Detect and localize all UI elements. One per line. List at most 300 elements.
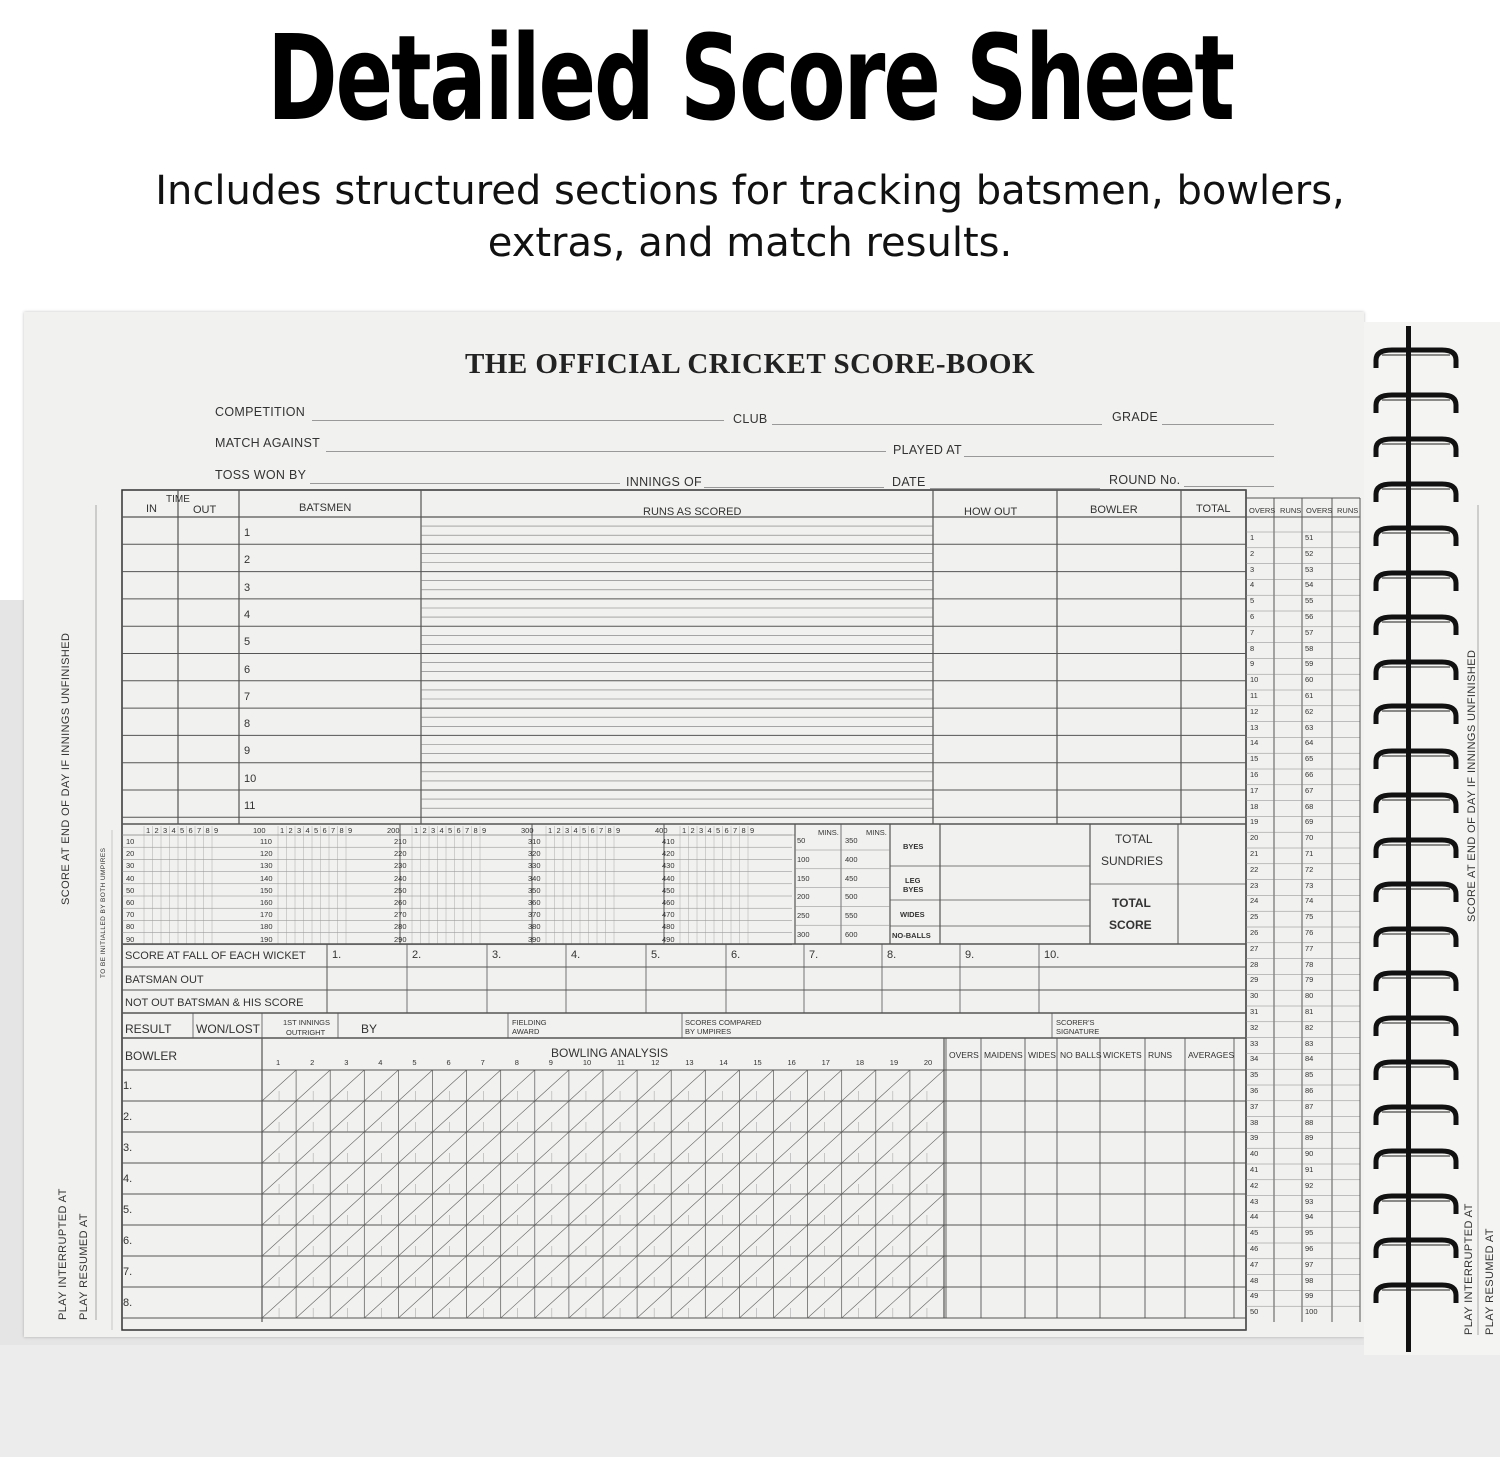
overs-number: 67 xyxy=(1305,785,1314,795)
tally-row-label: 190 xyxy=(260,934,273,944)
score-sheet-outer-border xyxy=(122,490,1246,1330)
overs-number: 79 xyxy=(1305,975,1314,985)
overs-number: 12 xyxy=(1250,706,1259,716)
bowler-number: 1. xyxy=(123,1080,133,1092)
overs-number: 81 xyxy=(1305,1007,1314,1016)
wicket-number: 8. xyxy=(887,949,897,961)
overs-number: 55 xyxy=(1305,596,1314,606)
batsman-out-label: BATSMAN OUT xyxy=(125,974,204,986)
overs-number: 30 xyxy=(1250,991,1259,1001)
mins-value: 450 xyxy=(845,873,858,883)
batsman-number: 6 xyxy=(244,663,251,676)
overs-number: 77 xyxy=(1305,943,1314,953)
overs-number: 43 xyxy=(1250,1196,1259,1206)
tally-digit: 6 xyxy=(724,826,729,835)
overs-number: 27 xyxy=(1250,943,1259,953)
tally-digit: 3 xyxy=(431,826,436,835)
tally-row-label: 330 xyxy=(528,861,541,871)
bowling-over-number: 5 xyxy=(412,1058,417,1067)
tally-row-label: 170 xyxy=(260,910,273,920)
first-innings-label: 1ST INNINGS xyxy=(283,1018,330,1027)
overs-number: 33 xyxy=(1250,1038,1259,1048)
bowler-number: 7. xyxy=(123,1266,133,1278)
overs-number: 85 xyxy=(1305,1070,1314,1080)
batsman-number: 7 xyxy=(244,690,251,703)
overs-number: 52 xyxy=(1305,548,1314,558)
overs-number: 6 xyxy=(1250,612,1255,621)
scorebook-title: THE OFFICIAL CRICKET SCORE-BOOK xyxy=(464,348,1036,380)
tally-row-label: 40 xyxy=(126,873,135,883)
overs-number: 4 xyxy=(1250,580,1255,590)
tally-row-label: 490 xyxy=(662,934,675,944)
tally-digit: 9 xyxy=(348,826,353,835)
play-resumed-right: PLAY RESUMED AT xyxy=(1484,1228,1496,1335)
overs-number: 2 xyxy=(1250,548,1255,558)
overs-number: 92 xyxy=(1305,1180,1314,1190)
binding-coil xyxy=(1372,880,1460,902)
tally-digit: 6 xyxy=(188,826,193,835)
leg-byes-label-2: BYES xyxy=(903,885,924,894)
overs-number: 41 xyxy=(1250,1165,1259,1174)
tally-digit: 5 xyxy=(314,826,319,835)
overs-number: 82 xyxy=(1305,1022,1314,1032)
bowling-summary-header: AVERAGES xyxy=(1188,1050,1235,1060)
tally-row-label: 310 xyxy=(528,837,541,846)
club-label: CLUB xyxy=(733,412,768,426)
batsman-number: 8 xyxy=(244,718,251,731)
bowling-over-number: 15 xyxy=(753,1058,762,1067)
overs-number: 97 xyxy=(1305,1259,1314,1269)
bowling-over-number: 16 xyxy=(787,1058,796,1067)
mins-value: 150 xyxy=(797,873,810,883)
tally-digit: 3 xyxy=(163,826,168,835)
overs-number: 70 xyxy=(1305,833,1314,843)
mins-value: 350 xyxy=(845,836,858,845)
play-resumed-left: PLAY RESUMED AT xyxy=(78,1213,90,1320)
overs-number: 68 xyxy=(1305,801,1314,811)
bowling-summary-header: OVERS xyxy=(949,1050,979,1060)
overs-number: 58 xyxy=(1305,643,1314,653)
tally-row-label: 110 xyxy=(260,837,272,846)
tally-row-label: 430 xyxy=(662,861,675,871)
tally-header: 100 xyxy=(253,826,266,835)
total-sundries-label-2: SUNDRIES xyxy=(1101,854,1164,868)
bowling-over-number: 1 xyxy=(276,1058,281,1067)
overs-number: 13 xyxy=(1250,722,1259,732)
tally-row-label: 80 xyxy=(126,922,135,932)
overs-number: 40 xyxy=(1250,1149,1259,1159)
time-out-header: OUT xyxy=(193,504,217,516)
batsman-number: 5 xyxy=(244,636,251,649)
tally-digit: 9 xyxy=(214,826,219,835)
overs-number: 44 xyxy=(1250,1212,1259,1222)
bowler-number: 2. xyxy=(123,1111,133,1123)
byes-label: BYES xyxy=(903,842,924,851)
tally-row-label: 20 xyxy=(126,849,135,859)
page-title: Detailed Score Sheet xyxy=(267,9,1233,147)
overs-number: 72 xyxy=(1305,864,1314,874)
by-umpires-label: BY UMPIRES xyxy=(685,1027,732,1036)
tally-row-label: 380 xyxy=(528,922,541,932)
overs-number: 42 xyxy=(1250,1180,1259,1190)
bowling-over-number: 7 xyxy=(480,1058,485,1067)
subtitle-line-1: Includes structured sections for tracking batsmen, bowlers, xyxy=(155,168,1345,214)
fielding-label: FIELDING xyxy=(512,1018,547,1027)
overs-number: 94 xyxy=(1305,1212,1314,1222)
overs-number: 51 xyxy=(1305,533,1314,542)
tally-digit: 5 xyxy=(716,826,721,835)
not-out-batsman-label: NOT OUT BATSMAN & HIS SCORE xyxy=(125,997,304,1009)
overs-number: 78 xyxy=(1305,959,1314,969)
score-at-fall-label: SCORE AT FALL OF EACH WICKET xyxy=(125,950,306,962)
tally-digit: 3 xyxy=(699,826,704,835)
tally-digit: 2 xyxy=(422,826,427,835)
tally-digit: 6 xyxy=(590,826,595,835)
tally-digit: 2 xyxy=(556,826,561,835)
overs-number: 35 xyxy=(1250,1070,1259,1080)
overs-number: 76 xyxy=(1305,928,1314,937)
bowler-number: 3. xyxy=(123,1142,133,1154)
wicket-number: 4. xyxy=(571,949,581,961)
overs-number: 90 xyxy=(1305,1149,1314,1159)
batsman-number: 4 xyxy=(244,608,251,621)
overs-number: 71 xyxy=(1305,849,1314,858)
tally-digit: 8 xyxy=(205,826,210,835)
bowling-summary-header: NO BALLS xyxy=(1060,1050,1102,1060)
overs-number: 1 xyxy=(1250,533,1255,542)
mins-value: 500 xyxy=(845,892,858,902)
overs-number: 17 xyxy=(1250,785,1259,795)
binding-coil xyxy=(1372,524,1460,546)
bowler-header: BOWLER xyxy=(1090,504,1138,516)
tally-row-label: 120 xyxy=(260,849,273,859)
runs-header-2: RUNS xyxy=(1337,506,1359,515)
tally-row-label: 290 xyxy=(394,934,407,944)
overs-number: 5 xyxy=(1250,596,1255,606)
overs-number: 54 xyxy=(1305,580,1314,590)
tally-header: 400 xyxy=(655,826,668,835)
tally-row-label: 410 xyxy=(662,837,675,846)
overs-number: 36 xyxy=(1250,1086,1259,1095)
tally-digit: 5 xyxy=(180,826,185,835)
tally-header: 200 xyxy=(387,826,400,835)
tally-row-label: 350 xyxy=(528,885,541,895)
play-interrupted-left: PLAY INTERRUPTED AT xyxy=(57,1188,69,1320)
overs-number: 14 xyxy=(1250,738,1259,748)
overs-number: 66 xyxy=(1305,770,1314,779)
tally-digit: 4 xyxy=(707,826,712,835)
tally-digit: 1 xyxy=(682,826,687,835)
batsman-number: 2 xyxy=(244,554,251,567)
tally-digit: 8 xyxy=(741,826,746,835)
signature-label: SIGNATURE xyxy=(1056,1027,1100,1036)
overs-number: 46 xyxy=(1250,1244,1259,1253)
overs-number: 62 xyxy=(1305,706,1314,716)
overs-number: 3 xyxy=(1250,564,1255,574)
overs-number: 73 xyxy=(1305,880,1314,890)
leg-byes-label-1: LEG xyxy=(905,876,921,885)
overs-number: 57 xyxy=(1305,627,1314,637)
overs-number: 32 xyxy=(1250,1022,1259,1032)
bowling-summary-header: MAIDENS xyxy=(984,1050,1023,1060)
mins-header-1: MINS. xyxy=(818,828,839,837)
tally-row-label: 60 xyxy=(126,898,135,907)
bowling-over-number: 19 xyxy=(889,1058,899,1067)
batsmen-header: BATSMEN xyxy=(299,502,352,514)
bowler-number: 4. xyxy=(123,1173,133,1185)
tally-row-label: 470 xyxy=(662,910,675,920)
overs-number: 93 xyxy=(1305,1196,1314,1206)
overs-number: 23 xyxy=(1250,880,1259,890)
tally-row-label: 320 xyxy=(528,849,541,859)
tally-digit: 7 xyxy=(197,826,202,835)
binding-coil xyxy=(1372,346,1460,368)
date-label: DATE xyxy=(892,475,926,489)
tally-row-label: 460 xyxy=(662,898,675,907)
overs-header-1: OVERS xyxy=(1249,506,1276,515)
overs-number: 45 xyxy=(1250,1228,1259,1238)
total-header: TOTAL xyxy=(1196,503,1231,515)
batsman-number: 3 xyxy=(244,581,251,594)
overs-number: 53 xyxy=(1305,564,1314,574)
batsman-number: 10 xyxy=(244,772,257,785)
tally-digit: 6 xyxy=(456,826,461,835)
bowler-number: 5. xyxy=(123,1204,133,1216)
tally-row-label: 440 xyxy=(662,873,675,883)
bowling-analysis-header: BOWLING ANALYSIS xyxy=(551,1046,669,1060)
bowling-summary-header: WIDES xyxy=(1028,1050,1056,1060)
binding-coil xyxy=(1372,480,1460,502)
overs-number: 65 xyxy=(1305,754,1314,764)
overs-number: 34 xyxy=(1250,1054,1259,1064)
tally-digit: 2 xyxy=(288,826,293,835)
overs-number: 21 xyxy=(1250,849,1259,858)
overs-number: 19 xyxy=(1250,817,1259,827)
tally-row-label: 270 xyxy=(394,910,407,920)
overs-number: 95 xyxy=(1305,1228,1314,1238)
scorers-label: SCORER'S xyxy=(1056,1018,1095,1027)
award-label: AWARD xyxy=(512,1027,540,1036)
time-header: TIME xyxy=(166,494,190,505)
overs-number: 96 xyxy=(1305,1244,1314,1253)
batsman-number: 11 xyxy=(244,800,256,812)
tally-row-label: 160 xyxy=(260,898,273,907)
binding-coil xyxy=(1372,747,1460,769)
batsman-number: 1 xyxy=(244,527,251,539)
tally-header: 300 xyxy=(521,826,534,835)
bowling-over-number: 3 xyxy=(344,1058,349,1067)
tally-row-label: 280 xyxy=(394,922,407,932)
bowling-over-number: 9 xyxy=(548,1058,553,1067)
mins-value: 550 xyxy=(845,911,858,921)
binding-coil xyxy=(1372,569,1460,591)
bowling-over-number: 20 xyxy=(923,1058,933,1067)
tally-digit: 9 xyxy=(482,826,487,835)
binding-coil xyxy=(1372,791,1460,813)
overs-number: 91 xyxy=(1305,1165,1314,1174)
tally-row-label: 130 xyxy=(260,861,273,871)
bowler-column-header: BOWLER xyxy=(125,1049,178,1063)
tally-digit: 1 xyxy=(146,826,151,835)
bowling-over-number: 2 xyxy=(310,1058,315,1067)
overs-number: 89 xyxy=(1305,1133,1314,1143)
tally-digit: 6 xyxy=(322,826,327,835)
tally-row-label: 250 xyxy=(394,885,407,895)
binding-coil xyxy=(1372,1147,1460,1169)
scores-compared-label: SCORES COMPARED xyxy=(685,1018,762,1027)
bowler-number: 6. xyxy=(123,1235,133,1247)
mins-value: 200 xyxy=(797,892,810,902)
overs-number: 64 xyxy=(1305,738,1314,748)
overs-number: 28 xyxy=(1250,959,1259,969)
mins-header-2: MINS. xyxy=(866,828,887,837)
play-interrupted-right: PLAY INTERRUPTED AT xyxy=(1463,1203,1475,1335)
tally-digit: 2 xyxy=(690,826,695,835)
tally-row-label: 340 xyxy=(528,873,541,883)
tally-digit: 4 xyxy=(573,826,578,835)
tally-row-label: 150 xyxy=(260,885,273,895)
overs-number: 11 xyxy=(1250,691,1258,700)
overs-number: 88 xyxy=(1305,1117,1314,1127)
tally-digit: 8 xyxy=(339,826,344,835)
bowling-over-number: 14 xyxy=(719,1058,728,1067)
score-end-of-day-left: SCORE AT END OF DAY IF INNINGS UNFINISHED xyxy=(60,632,72,905)
overs-number: 60 xyxy=(1305,675,1314,685)
tally-digit: 4 xyxy=(305,826,310,835)
binding-coil xyxy=(1372,702,1460,724)
tally-digit: 1 xyxy=(414,826,419,835)
bowling-over-number: 12 xyxy=(651,1058,660,1067)
bowling-over-number: 11 xyxy=(617,1058,625,1067)
bowling-summary-header: RUNS xyxy=(1148,1050,1173,1060)
wicket-number: 3. xyxy=(492,949,502,961)
tally-row-label: 210 xyxy=(394,837,407,846)
match-against-label: MATCH AGAINST xyxy=(215,436,321,450)
binding-coil xyxy=(1372,925,1460,947)
tally-digit: 4 xyxy=(171,826,176,835)
round-no-label: ROUND No. xyxy=(1109,473,1181,487)
bowling-over-number: 17 xyxy=(821,1058,830,1067)
tally-row-label: 480 xyxy=(662,922,675,932)
tally-digit: 5 xyxy=(582,826,587,835)
competition-label: COMPETITION xyxy=(215,405,306,419)
mins-value: 600 xyxy=(845,930,858,939)
wides-label: WIDES xyxy=(900,910,925,919)
tally-row-label: 390 xyxy=(528,934,541,944)
how-out-header: HOW OUT xyxy=(964,506,1018,518)
binding-coil xyxy=(1372,1281,1460,1303)
tally-digit: 3 xyxy=(565,826,570,835)
runs-as-scored-header: RUNS AS SCORED xyxy=(643,506,742,518)
tally-row-label: 10 xyxy=(126,837,135,846)
overs-number: 100 xyxy=(1305,1307,1318,1317)
tally-digit: 5 xyxy=(448,826,453,835)
tally-row-label: 260 xyxy=(394,898,407,907)
binding-coil xyxy=(1372,836,1460,858)
tally-row-label: 90 xyxy=(126,934,135,944)
wicket-number: 1. xyxy=(332,949,342,961)
overs-number: 47 xyxy=(1250,1259,1259,1269)
overs-number: 18 xyxy=(1250,801,1259,811)
overs-number: 26 xyxy=(1250,928,1259,937)
tally-digit: 2 xyxy=(154,826,159,835)
bowling-over-number: 10 xyxy=(582,1058,592,1067)
mins-value: 400 xyxy=(845,854,858,864)
tally-row-label: 420 xyxy=(662,849,675,859)
overs-number: 8 xyxy=(1250,643,1255,653)
overs-number: 25 xyxy=(1250,912,1259,922)
overs-number: 22 xyxy=(1250,864,1259,874)
overs-number: 83 xyxy=(1305,1038,1314,1048)
tally-digit: 9 xyxy=(616,826,621,835)
overs-number: 86 xyxy=(1305,1086,1314,1095)
bowler-number: 8. xyxy=(123,1297,133,1309)
time-in-header: IN xyxy=(146,503,157,515)
overs-number: 10 xyxy=(1250,675,1259,685)
tally-digit: 3 xyxy=(297,826,302,835)
score-end-of-day-right: SCORE AT END OF DAY IF INNINGS UNFINISHED xyxy=(1466,649,1478,922)
batsman-number: 9 xyxy=(244,745,251,758)
tally-row-label: 140 xyxy=(260,873,273,883)
overs-number: 87 xyxy=(1305,1101,1314,1111)
overs-header-2: OVERS xyxy=(1306,506,1333,515)
overs-number: 49 xyxy=(1250,1291,1259,1301)
total-score-label-1: TOTAL xyxy=(1112,896,1151,910)
binding-spine xyxy=(1406,326,1411,1352)
bowling-over-number: 8 xyxy=(514,1058,519,1067)
overs-number: 39 xyxy=(1250,1133,1259,1143)
tally-row-label: 360 xyxy=(528,898,541,907)
overs-number: 50 xyxy=(1250,1307,1259,1317)
tally-row-label: 180 xyxy=(260,922,273,932)
tally-row-label: 370 xyxy=(528,910,541,920)
by-label: BY xyxy=(361,1022,378,1036)
bowling-over-number: 6 xyxy=(446,1058,451,1067)
tally-row-label: 450 xyxy=(662,885,675,895)
wicket-number: 7. xyxy=(809,949,819,961)
bowling-summary-header: WICKETS xyxy=(1103,1050,1142,1060)
binding-coil xyxy=(1372,1103,1460,1125)
wicket-number: 9. xyxy=(965,949,975,961)
overs-number: 16 xyxy=(1250,770,1259,779)
binding-coil xyxy=(1372,1058,1460,1080)
subtitle-line-2: extras, and match results. xyxy=(487,220,1013,266)
bowling-over-number: 18 xyxy=(855,1058,865,1067)
overs-number: 56 xyxy=(1305,612,1314,621)
tally-digit: 7 xyxy=(465,826,470,835)
won-lost-label: WON/LOST xyxy=(196,1022,261,1036)
overs-number: 59 xyxy=(1305,659,1314,669)
binding-coil xyxy=(1372,391,1460,413)
mins-value: 250 xyxy=(797,911,810,921)
tally-digit: 4 xyxy=(439,826,444,835)
binding-coil xyxy=(1372,969,1460,991)
toss-won-by-label: TOSS WON BY xyxy=(215,468,307,482)
overs-number: 9 xyxy=(1250,659,1255,669)
overs-number: 15 xyxy=(1250,754,1259,764)
wicket-number: 10. xyxy=(1044,949,1060,961)
result-label: RESULT xyxy=(125,1022,172,1036)
bowling-over-number: 4 xyxy=(378,1058,383,1067)
initialled-by-umpires-left: TO BE INITIALLED BY BOTH UMPIRES xyxy=(100,847,107,978)
tally-digit: 1 xyxy=(280,826,285,835)
tally-digit: 8 xyxy=(473,826,478,835)
tally-row-label: 50 xyxy=(126,885,135,895)
binding-coil xyxy=(1372,658,1460,680)
overs-number: 37 xyxy=(1250,1101,1259,1111)
runs-header-1: RUNS xyxy=(1280,506,1302,515)
tally-row-label: 30 xyxy=(126,861,135,871)
